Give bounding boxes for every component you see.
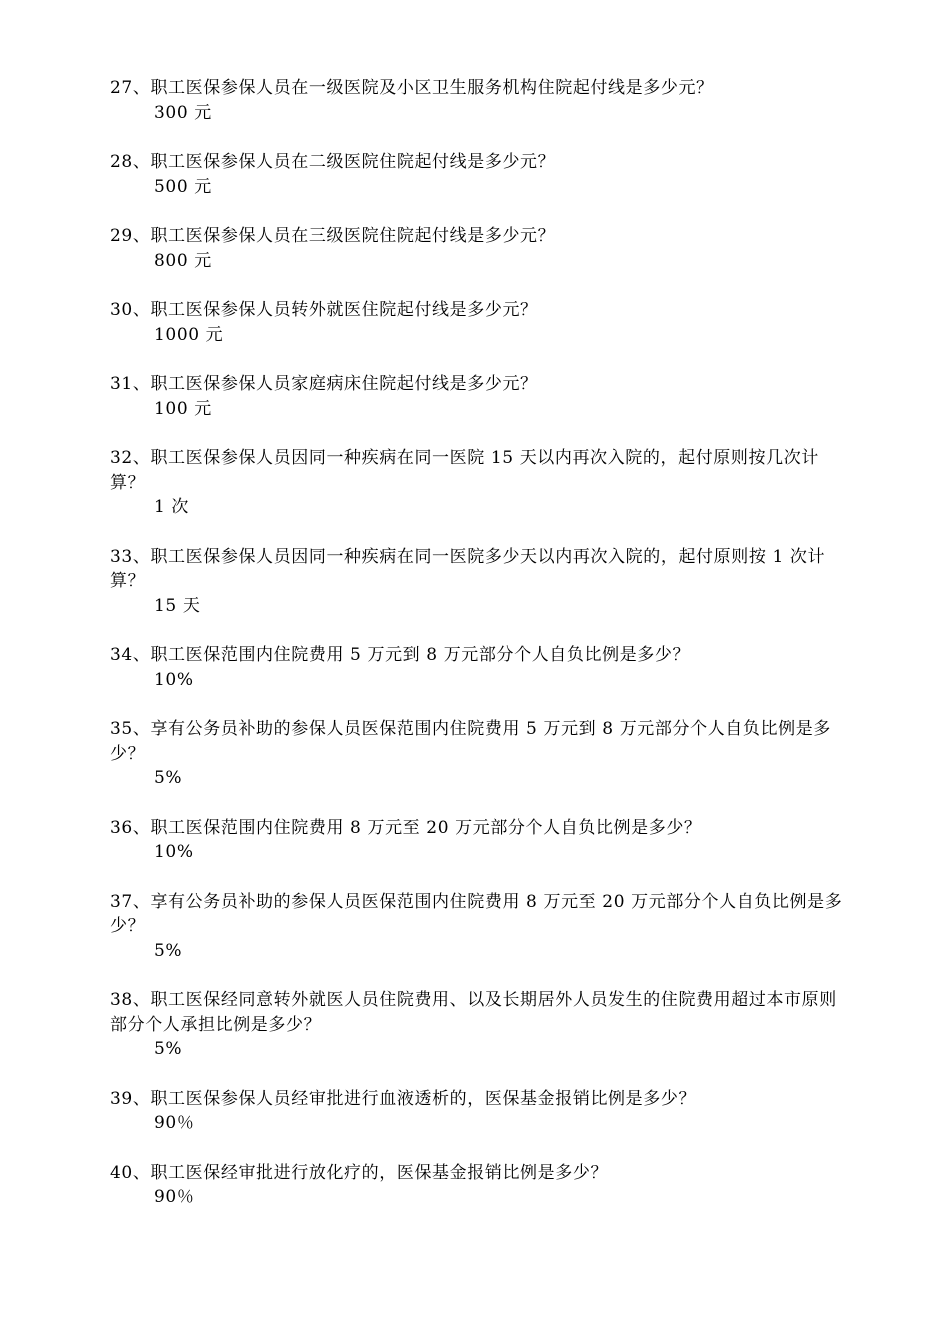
question-body: 职工医保参保人员因同一种疾病在同一医院多少天以内再次入院的，起付原则按 1 次计算？ [110,546,826,591]
question-body: 职工医保范围内住院费用 5 万元到 8 万元部分个人自负比例是多少？ [150,645,691,665]
question-text [110,717,845,766]
answer-text: 5% [154,768,183,788]
question-number: 34 [110,645,133,665]
question-body: 享有公务员补助的参保人员医保范围内住院费用 8 万元至 20 万元部分个人自负比例是多少？ [110,891,843,936]
answer-text: 10% [154,669,194,690]
question-number: 33 [110,546,133,567]
question-text [110,446,845,495]
qa-item [110,1087,845,1136]
qa-item [110,298,845,347]
answer-text: 5% [154,1039,183,1059]
qa-item [110,150,845,199]
number-separator: 、 [132,817,151,838]
number-separator: 、 [132,990,151,1010]
qa-item [110,643,845,692]
answer-text: 1000 元 [154,324,224,345]
qa-item [110,988,845,1062]
number-separator: 、 [132,1088,151,1109]
qa-item [110,717,845,791]
qa-item [110,890,845,964]
question-number: 31 [110,374,133,394]
question-text [110,545,845,594]
question-body: 职工医保参保人员在二级医院住院起付线是多少元？ [150,152,556,172]
question-text [110,76,845,101]
number-separator: 、 [132,300,151,320]
question-text [110,643,845,668]
qa-item [110,545,845,619]
question-body: 职工医保参保人员经审批进行血液透析的，医保基金报销比例是多少？ [150,1088,697,1109]
answer-text: 300 元 [154,102,212,123]
question-number: 38 [110,990,133,1010]
answer-text: 10% [154,842,194,862]
answer-text: 90％ [154,1113,195,1133]
question-body: 职工医保范围内住院费用 8 万元至 20 万元部分个人自负比例是多少？ [150,817,702,838]
qa-item [110,76,845,125]
question-body: 享有公务员补助的参保人员医保范围内住院费用 5 万元到 8 万元部分个人自负比例是多少？ [110,719,831,764]
number-separator: 、 [132,891,151,912]
qa-item [110,1161,845,1210]
question-number: 27 [110,78,133,98]
question-body: 职工医保参保人员家庭病床住院起付线是多少元？ [150,374,538,394]
answer-text: 1 次 [154,497,190,517]
question-number: 37 [110,891,133,912]
question-number: 28 [110,152,133,172]
question-body: 职工医保参保人员转外就医住院起付线是多少元？ [150,300,538,320]
question-text [110,150,845,175]
qa-item [110,446,845,520]
qa-item [110,372,845,421]
question-text [110,372,845,397]
question-number: 39 [110,1088,133,1109]
question-number: 35 [110,719,133,739]
number-separator: 、 [132,152,151,172]
question-body: 职工医保参保人员因同一种疾病在同一医院 15 天以内再次入院的，起付原则按几次计算？ [110,448,819,493]
answer-text: 100 元 [154,398,212,419]
number-separator: 、 [132,645,151,665]
number-separator: 、 [132,78,151,98]
number-separator: 、 [132,374,151,394]
answer-text: 500 元 [154,176,212,197]
question-text [110,816,845,841]
qa-item [110,224,845,273]
question-text [110,298,845,323]
answer-text: 90％ [154,1187,195,1207]
question-body: 职工医保参保人员在一级医院及小区卫生服务机构住院起付线是多少元？ [150,78,714,98]
question-body: 职工医保经同意转外就医人员住院费用、以及长期居外人员发生的住院费用超过本市原则部分个人承担比例是多少？ [110,990,837,1035]
number-separator: 、 [132,719,151,739]
question-number: 36 [110,817,133,838]
question-text [110,890,845,939]
question-number: 32 [110,448,133,468]
number-separator: 、 [132,448,151,468]
question-text [110,1161,845,1186]
answer-text: 5% [154,940,183,961]
question-number: 30 [110,300,133,320]
number-separator: 、 [132,226,151,246]
question-body: 职工医保经审批进行放化疗的，医保基金报销比例是多少？ [150,1162,609,1183]
question-number: 40 [110,1162,133,1183]
number-separator: 、 [132,546,151,567]
qa-item [110,816,845,865]
question-text [110,1087,845,1112]
question-body: 职工医保参保人员在三级医院住院起付线是多少元？ [150,226,556,246]
question-text [110,988,845,1037]
answer-text: 15 天 [154,595,201,616]
qa-list [110,76,845,1235]
question-number: 29 [110,226,133,246]
answer-text: 800 元 [154,250,212,271]
number-separator: 、 [132,1162,151,1183]
question-text [110,224,845,249]
